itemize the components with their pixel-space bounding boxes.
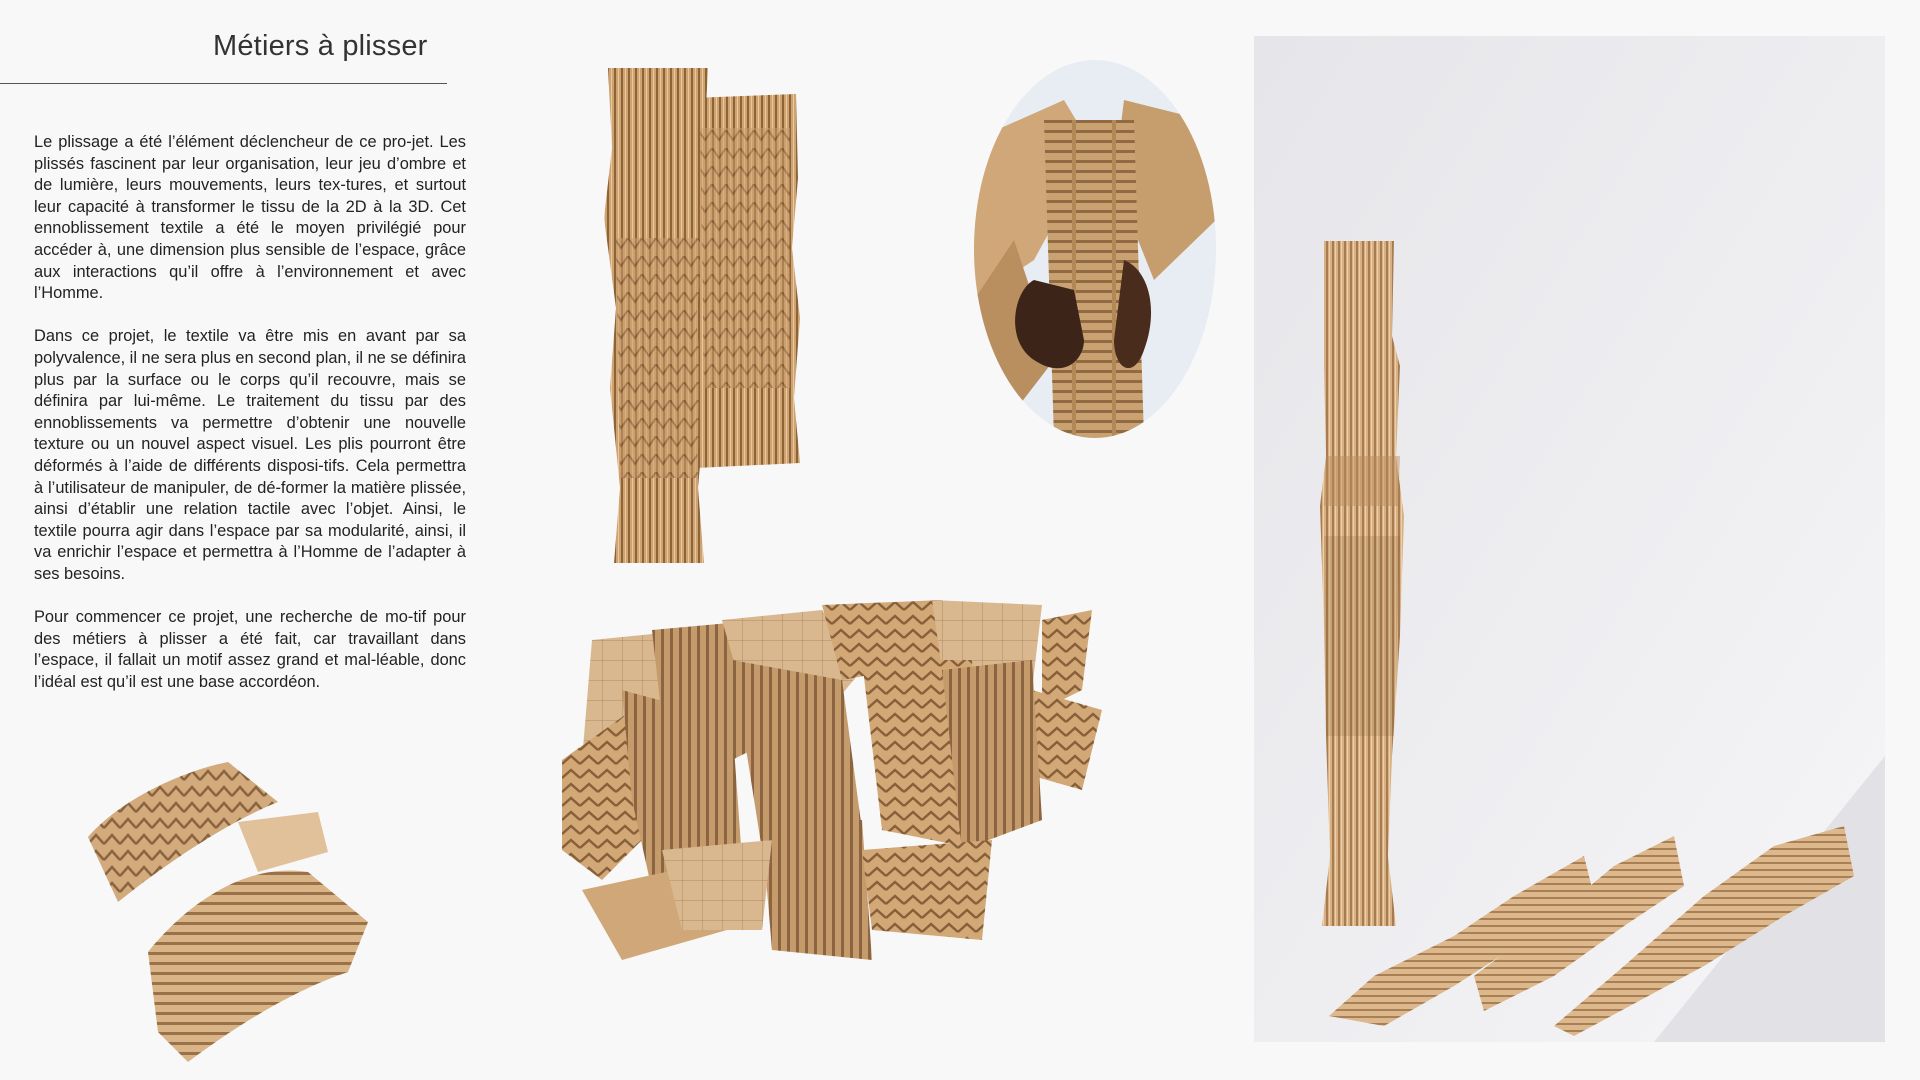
photo-small-pleat-samples: [88, 752, 368, 1062]
page-title: Métiers à plisser: [213, 30, 428, 62]
photo-pleat-swatches: [562, 600, 1190, 965]
paragraph-3: Pour commencer ce projet, une recherche de mo-tif pour des métiers à plisser a été fait, car travaillant dans l’espace, il fallait un motif assez grand et mal-léable, donc l’idéal est qu’il est une base accordéon.: [34, 608, 466, 691]
photo-pleated-tubes: [600, 58, 810, 570]
photo-pleated-column: [1254, 36, 1885, 1042]
paragraph-2: Dans ce projet, le textile va être mis en avant par sa polyvalence, il ne sera plus en second plan, il ne se définira plus par la surface ou le corps qu’il recouvre, mais se définira par lui-même. Le traitement du tissu par des ennoblissements va permettre d’obtenir une nouvelle texture ou un nouvel aspect visuel. Les plis pourront être déformés à l’aide de différents disposi-tifs. Cela permettra à l’utilisateur de manipuler, de dé-former la matière plissée, ainsi d’établir une relation tactile avec l’objet. Ainsi, le textile pourra agir dans l’espace par sa modularité, ainsi, il va enrichir l’espace et permettra à l’Homme de l’adapter à ses besoins.: [34, 327, 466, 583]
body-text: [34, 132, 466, 715]
photo-oval-hand-pleat: [974, 60, 1216, 438]
paragraph-1: Le plissage a été l’élément déclencheur de ce pro-jet. Les plissés fascinent par leur organisation, leur jeu d’ombre et de lumière, leurs mouvements, leurs tex-tures, et surtout leur capacité à transformer le tissu de la 2D à la 3D. Cet ennoblissement textile a été le moyen privilégié pour accéder à, une dimension plus sensible de l’espace, grâce aux interactions qu’il offre à l’environnement et avec l’Homme.: [34, 133, 466, 303]
title-underline: [0, 83, 447, 84]
